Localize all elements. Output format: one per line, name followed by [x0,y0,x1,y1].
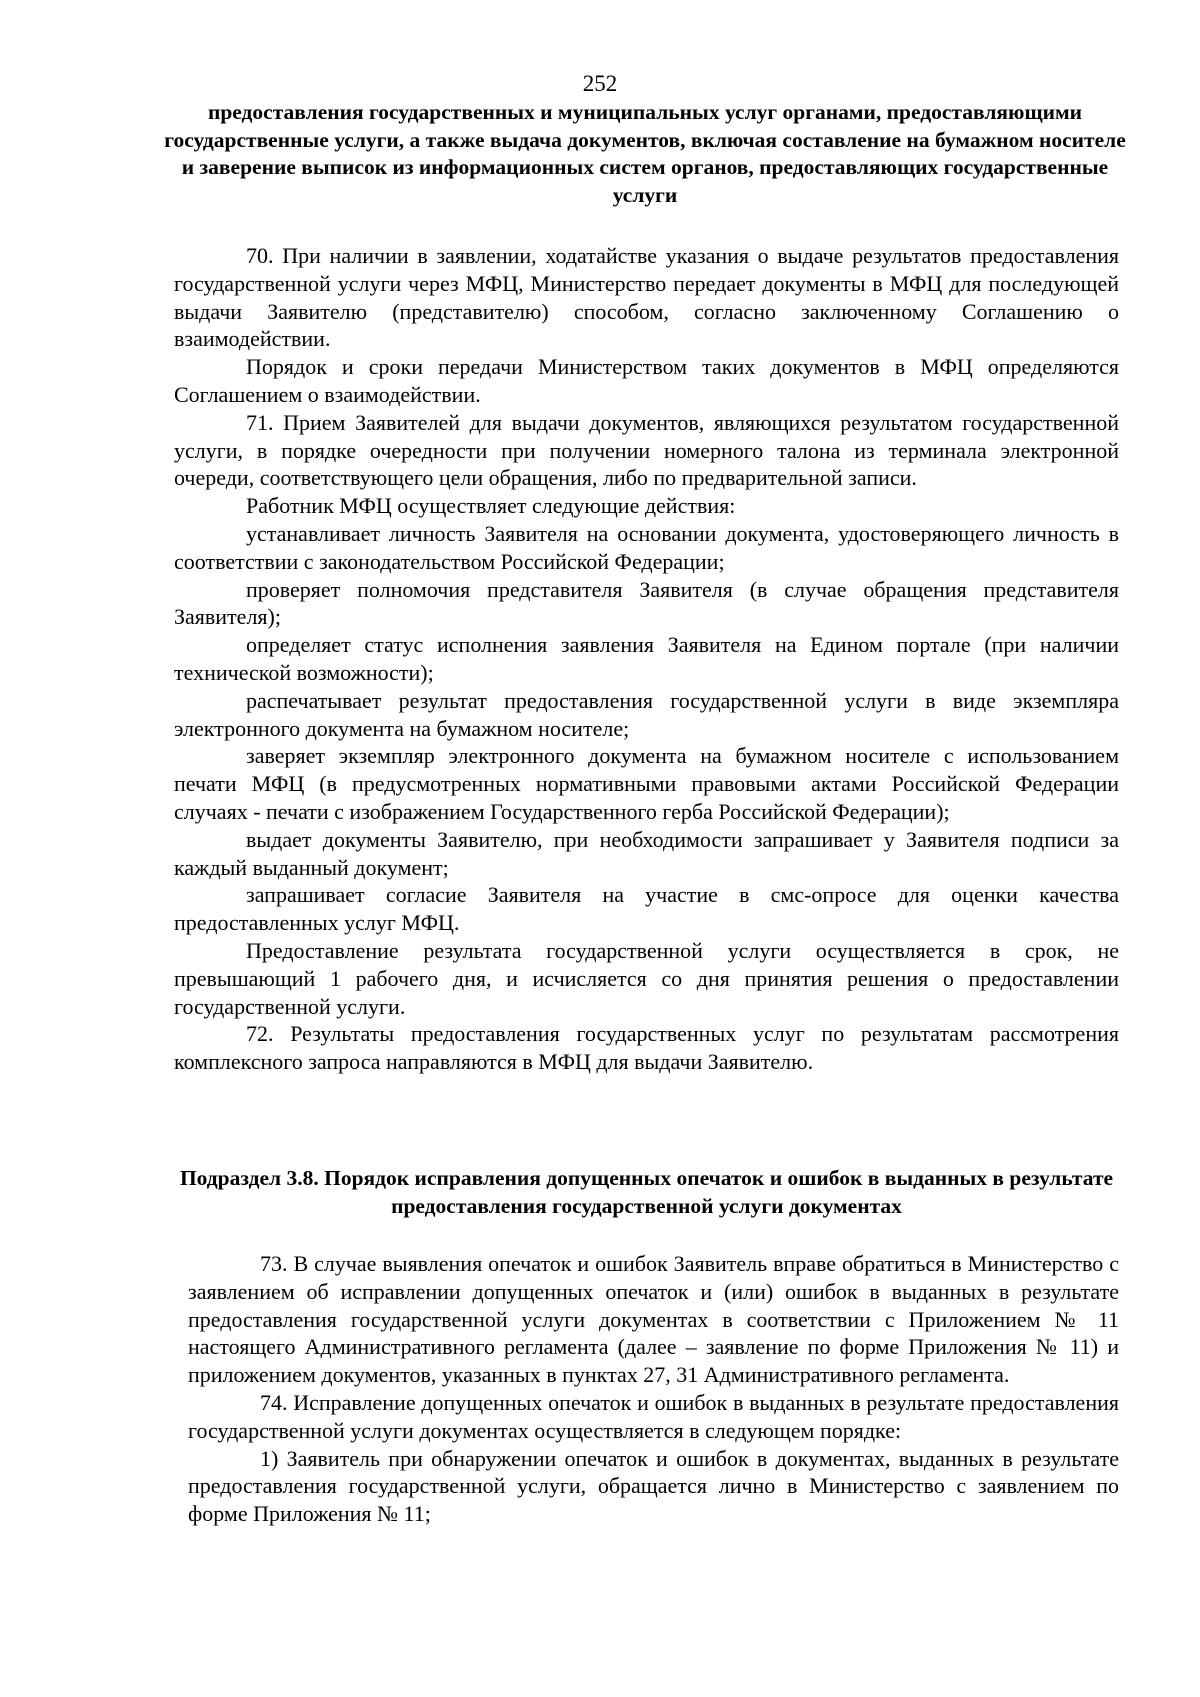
paragraph: 70. При наличии в заявлении, ходатайстве указания о выдаче результатов предоставления государственной услуги через МФЦ, Министерство передает документы в МФЦ для последующей выдачи Заявителю (представителю) способом, согласно заключенному Соглашению о взаимодействии. [174,243,1119,352]
paragraph: выдает документы Заявителю, при необходимости запрашивает у Заявителя подписи за каждый выданный документ; [174,826,1119,880]
body-section-a [174,242,1119,1076]
section-heading: Подраздел 3.8. Порядок исправления допущенных опечаток и ошибок в выданных в результате предоставления государственной услуги документах [179,1166,1114,1218]
paragraph: 72. Результаты предоставления государственных услуг по результатам рассмотрения комплексного запроса направляются в МФЦ для выдачи Заявителю. [174,1021,1119,1075]
top-heading: предоставления государственных и муниципальных услуг органами, предоставляющими государственные услуги, а также выдача документов, включая составление на бумажном носителе и заверение выписок из информационных систем органов, предоставляющих государственные услуги [164,100,1126,207]
page-number: 252 [582,71,618,96]
paragraph: 73. В случае выявления опечаток и ошибок Заявитель вправе обратиться в Министерство с заявлением об исправлении допущенных опечаток и (или) ошибок в выданных в результате предоставления государственной услуги документах в соответствии с Приложением № 11 настоящего Административного регламента (далее – заявление по форме Приложения № 11) и приложением документов, указанных в пунктах 27, 31 Административного регламента. [188,1251,1119,1388]
paragraph: устанавливает личность Заявителя на основании документа, удостоверяющего личность в соответствии с законодательством Российской Федерации; [174,520,1119,574]
paragraph: определяет статус исполнения заявления Заявителя на Едином портале (при наличии технической возможности); [174,632,1119,685]
paragraph: запрашивает согласие Заявителя на участие в смс-опросе для оценки качества предоставленных услуг МФЦ. [174,882,1119,936]
paragraph: Предоставление результата государственной услуги осуществляется в срок, не превышающий 1 рабочего дня, и исчисляется со дня принятия решения о предоставлении государственной услуги. [174,937,1119,1019]
paragraph: Работник МФЦ осуществляет следующие действия: [246,493,736,519]
paragraph: 71. Прием Заявителей для выдачи документов, являющихся результатом государственной услуги, в порядке очередности при получении номерного талона из терминала электронной очереди, соответствующего цели обращения, либо по предварительной записи. [174,409,1119,491]
paragraph: 1) Заявитель при обнаружении опечаток и ошибок в документах, выданных в результате предоставления государственной услуги, обращается лично в Министерство с заявлением по форме Приложения № 11; [188,1445,1119,1527]
body-section-b [188,1250,1119,1528]
paragraph: распечатывает результат предоставления государственной услуги в виде экземпляра электронного документа на бумажном носителе; [174,687,1119,741]
paragraph: 74. Исправление допущенных опечаток и ошибок в выданных в результате предоставления государственной услуги документах осуществляется в следующем порядке: [188,1389,1119,1443]
paragraph: заверяет экземпляр электронного документа на бумажном носителе с использованием печати МФЦ (в предусмотренных нормативными правовыми актами Российской Федерации случаях - печати с изображением Государственного герба Российской Федерации); [174,743,1119,824]
paragraph: проверяет полномочия представителя Заявителя (в случае обращения представителя Заявителя); [174,576,1119,630]
paragraph: Порядок и сроки передачи Министерством таких документов в МФЦ определяются Соглашением о взаимодействии. [174,354,1119,407]
